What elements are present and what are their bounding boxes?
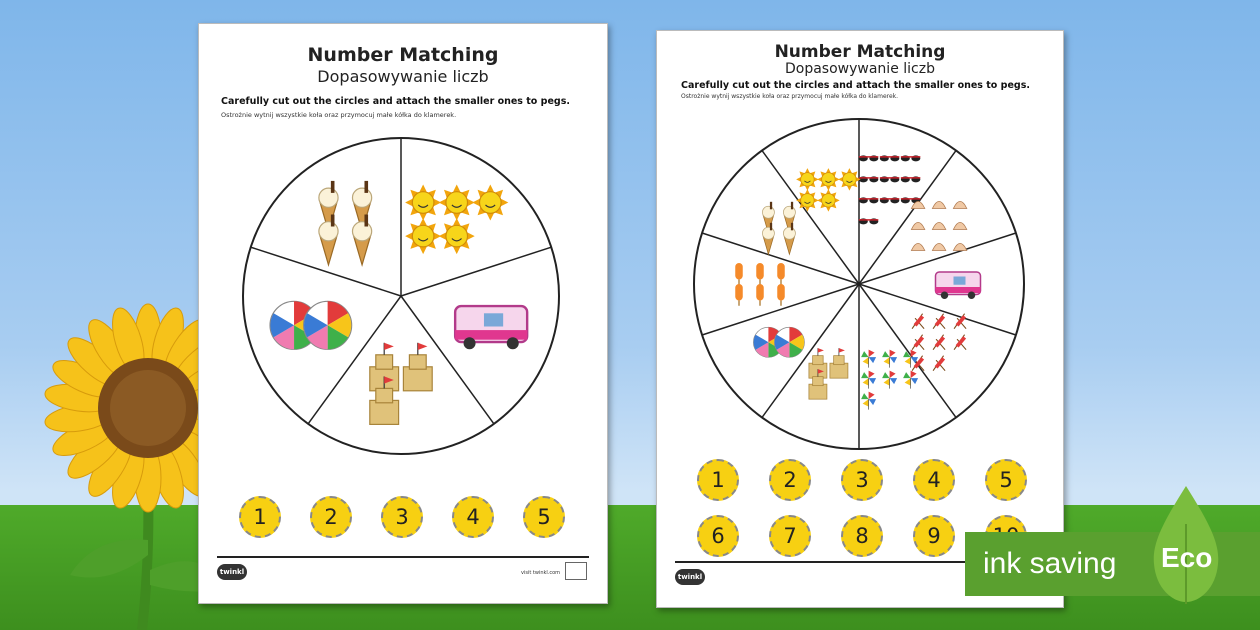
worksheet-1-to-10 (656, 30, 1064, 608)
number-circle: 9 (913, 515, 955, 557)
ink-saving-label: ink saving (983, 547, 1117, 580)
twinkl-logo: twinkl (675, 569, 705, 585)
instruction-text-polish: Ostrożnie wytnij wszystkie koła oraz przymocuj małe kółka do klamerek. (221, 111, 457, 119)
twinkl-logo: twinkl (217, 564, 247, 580)
sheet-title: Number Matching (307, 44, 499, 66)
sun-icon (439, 185, 475, 221)
ice-cream-van-icon (936, 272, 981, 299)
wheel-segment (270, 301, 352, 349)
footer-url: visit twinkl.com (521, 570, 561, 576)
counting-wheel (689, 114, 1029, 454)
eco-label: Eco (1161, 542, 1213, 573)
number-circle: 7 (769, 515, 811, 557)
number-circle: 2 (769, 459, 811, 501)
sheet-subtitle: Dopasowywanie liczb (317, 67, 489, 86)
instruction-text: Carefully cut out the circles and attach the smaller ones to pegs. (681, 80, 1030, 91)
beach-ball-icon (304, 301, 352, 349)
wheel-segment (753, 327, 804, 357)
worksheet-1-to-5 (198, 23, 608, 604)
number-circle: 4 (913, 459, 955, 501)
number-circle: 2 (310, 496, 352, 538)
footer-divider (217, 556, 589, 558)
sun-icon (439, 218, 475, 254)
sun-icon (817, 168, 840, 191)
number-circle: 3 (841, 459, 883, 501)
number-circle: 8 (841, 515, 883, 557)
sun-icon (405, 218, 441, 254)
sun-icon (796, 168, 819, 191)
beach-ball-icon (774, 327, 804, 357)
instruction-text-polish: Ostrożnie wytnij wszystkie koła oraz przymocuj małe kółka do klamerek. (681, 93, 899, 100)
wheel-segment (455, 306, 527, 349)
instruction-text: Carefully cut out the circles and attach the smaller ones to pegs. (221, 96, 570, 107)
number-circle: 5 (985, 459, 1027, 501)
sun-icon (472, 185, 508, 221)
number-circles-row-1 (697, 459, 1057, 501)
ice-cream-van-icon (455, 306, 527, 349)
sun-icon (838, 168, 861, 191)
counting-wheel (241, 127, 561, 465)
number-circles (239, 496, 594, 538)
wheel-segment (936, 272, 981, 299)
number-circle: 5 (523, 496, 565, 538)
number-circle: 4 (452, 496, 494, 538)
sheet-subtitle: Dopasowywanie liczb (785, 61, 935, 77)
number-circle: 1 (697, 459, 739, 501)
sun-icon (817, 189, 840, 212)
number-circle: 1 (239, 496, 281, 538)
sun-icon (796, 189, 819, 212)
sheet-title: Number Matching (774, 42, 946, 62)
sun-icon (405, 185, 441, 221)
quality-badge (565, 562, 587, 580)
number-circle: 6 (697, 515, 739, 557)
number-circle: 3 (381, 496, 423, 538)
